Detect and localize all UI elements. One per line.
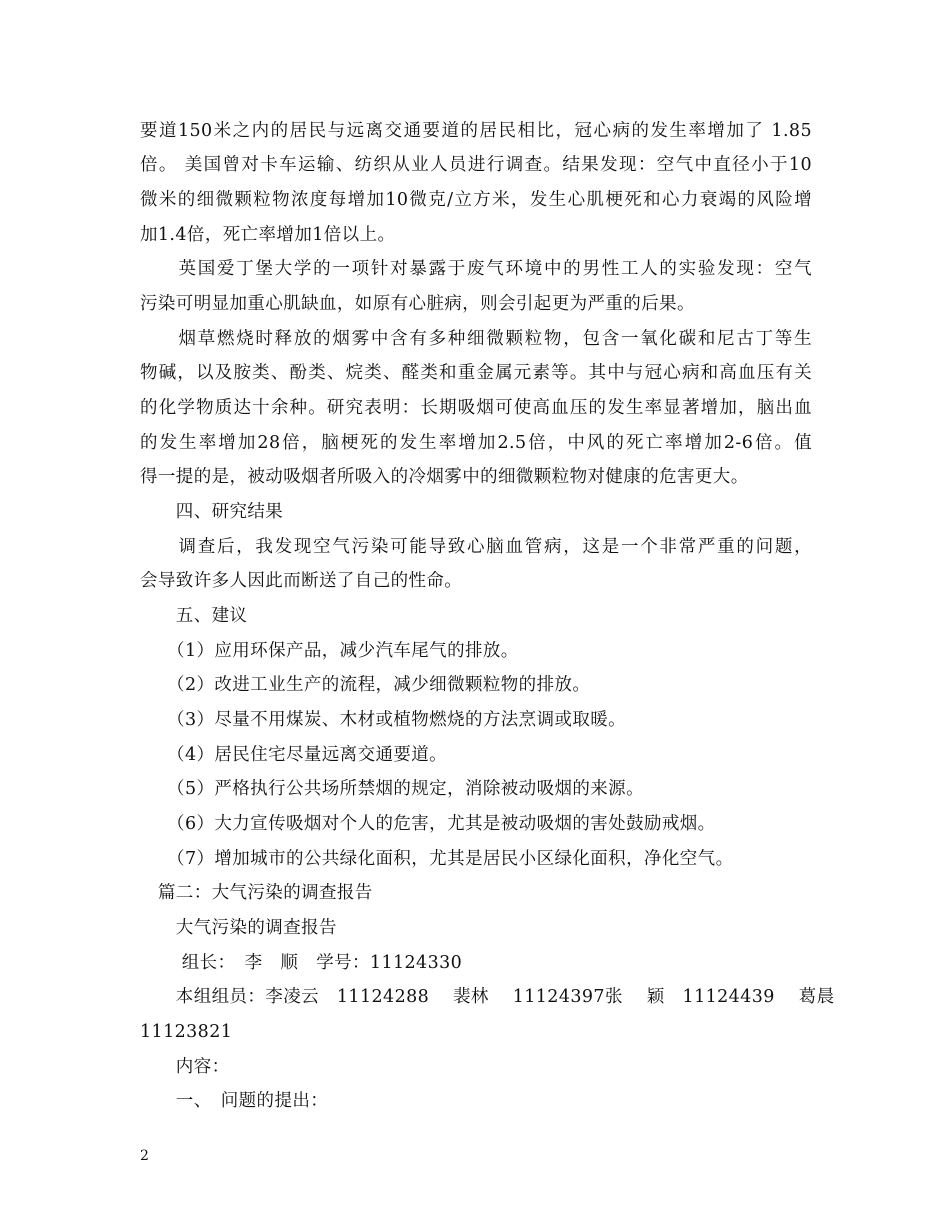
text-line: 的化学物质达十余种。研究表明：长期吸烟可使高血压的发生率显著增加，脑出血 xyxy=(140,398,812,418)
text-line: 污染可明显加重心肌缺血，如原有心脏病，则会引起更为严重的后果。 xyxy=(140,294,695,314)
list-item: （2）改进工业生产的流程，减少细微颗粒物的排放。 xyxy=(140,675,591,695)
list-item: （3）尽量不用煤炭、木材或植物燃烧的方法烹调或取暖。 xyxy=(140,710,627,730)
text-line: 要道150米之内的居民与远离交通要道的居民相比，冠心病的发生率增加了 1.85 xyxy=(140,121,812,141)
list-item: （1）应用环保产品，减少汽车尾气的排放。 xyxy=(140,641,519,661)
text-line: 倍。 美国曾对卡车运输、纺织从业人员进行调查。结果发现：空气中直径小于10 xyxy=(140,155,812,175)
text-line: 加1.4倍，死亡率增加1倍以上。 xyxy=(140,225,396,245)
text-line: 英国爱丁堡大学的一项针对暴露于废气环境中的男性工人的实验发现：空气 xyxy=(140,259,812,279)
team-members-line: 11123821 xyxy=(140,1022,233,1042)
text-line: 会导致许多人因此而断送了自己的性命。 xyxy=(140,571,463,591)
text-line: 内容： xyxy=(140,1057,230,1077)
report-title: 大气污染的调查报告 xyxy=(140,918,337,938)
text-line: 微米的细微颗粒物浓度每增加10微克/立方米，发生心肌梗死和心力衰竭的风险增 xyxy=(140,190,812,210)
text-line: 调查后，我发现空气污染可能导致心脑血管病，这是一个非常严重的问题， xyxy=(140,537,812,557)
text-line: 的发生率增加28倍，脑梗死的发生率增加2.5倍，中风的死亡率增加2-6倍。值 xyxy=(140,433,812,453)
list-item: （5）严格执行公共场所禁烟的规定，消除被动吸烟的来源。 xyxy=(140,779,644,799)
section-heading: 一、 问题的提出： xyxy=(140,1091,329,1111)
text-line: 烟草燃烧时释放的烟雾中含有多种细微颗粒物，包含一氧化碳和尼古丁等生 xyxy=(140,329,812,349)
page-number: 2 xyxy=(140,1148,149,1164)
list-item: （7）增加城市的公共绿化面积，尤其是居民小区绿化面积，净化空气。 xyxy=(140,849,734,869)
team-leader-line: 组长： 李 顺 学号：11124330 xyxy=(140,953,463,973)
text-line: 得一提的是，被动吸烟者所吸入的冷烟雾中的细微颗粒物对健康的危害更大。 xyxy=(140,467,749,487)
section-heading: 四、研究结果 xyxy=(140,502,284,522)
team-members-line: 本组组员：李凌云 11124288 裴林 11124397张 颖 11124439 葛晨 xyxy=(140,987,835,1007)
text-line: 物碱，以及胺类、酚类、烷类、醛类和重金属元素等。其中与冠心病和高血压有关 xyxy=(140,363,812,383)
list-item: （4）居民住宅尽量远离交通要道。 xyxy=(140,745,448,765)
list-item: （6）大力宣传吸烟对个人的危害，尤其是被动吸烟的害处鼓励戒烟。 xyxy=(140,814,716,834)
section-heading: 篇二：大气污染的调查报告 xyxy=(140,883,373,903)
section-heading: 五、建议 xyxy=(140,606,248,626)
